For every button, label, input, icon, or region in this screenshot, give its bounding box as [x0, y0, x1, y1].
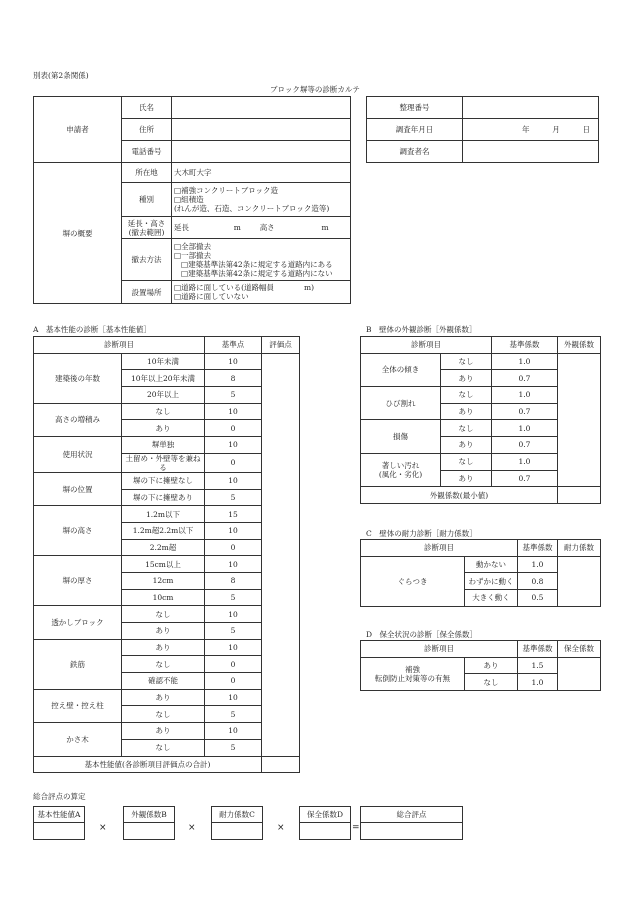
section-a-group-label: 透かしブロック: [34, 606, 122, 639]
times-sign-3: ×: [277, 823, 285, 833]
section-a-group-label: 控え壁・控え柱: [34, 689, 122, 722]
section-b-base-coef: 0.7: [492, 437, 558, 454]
section-b-base-coef: 1.0: [492, 387, 558, 404]
phone-field[interactable]: [172, 141, 351, 163]
admin-table: [366, 96, 599, 163]
removal-option-all[interactable]: □全部撤去: [174, 241, 212, 251]
section-a-base-point: 10: [205, 556, 262, 573]
section-d-group-label-line2: 転倒防止対策等の有無: [375, 673, 450, 683]
type-option-reinforced-cb[interactable]: □補強コンクリートブロック造: [174, 186, 279, 195]
appendix-label: 別表(第2条関係): [33, 71, 89, 80]
section-a-option: あり: [122, 723, 205, 740]
height-text: 高さ: [259, 223, 275, 232]
section-b-group-label: [361, 387, 441, 420]
section-b-option: あり: [441, 370, 492, 387]
survey-date-label: 調査年月日: [367, 119, 463, 141]
summary-box-b-label: 外観係数B: [124, 807, 174, 823]
removal-option-not-in-road[interactable]: □建築基準法第42条に規定する道路内にない: [181, 268, 333, 278]
section-a-option: 塀の下に擁壁あり: [122, 489, 205, 506]
name-label: 氏名: [122, 97, 172, 119]
section-b-base-coef: 0.7: [492, 403, 558, 420]
section-a-option: なし: [122, 403, 205, 420]
section-a-row: [34, 353, 300, 370]
section-a-base-point: 5: [205, 739, 262, 756]
section-a-base-point: 0: [205, 539, 262, 556]
section-a-base-point: 10: [205, 689, 262, 706]
section-b-group-label-line1: 全体の傾き: [381, 365, 420, 375]
section-c-base-coef: 0.8: [518, 573, 558, 590]
times-sign-2: ×: [188, 823, 196, 833]
section-a-option: なし: [122, 706, 205, 723]
section-b-base-coef: 0.7: [492, 370, 558, 387]
section-d-head-coef: 保全係数: [558, 641, 601, 658]
section-a-row: [34, 689, 300, 706]
removal-options[interactable]: [172, 239, 351, 281]
section-a-base-point: 10: [205, 606, 262, 623]
section-a-score-field[interactable]: [262, 353, 300, 756]
section-c-group-label: ぐらつき: [361, 556, 465, 606]
applicant-overview-table: [33, 96, 351, 304]
removal-label: 撤去方法: [122, 239, 172, 281]
type-options[interactable]: [172, 183, 351, 217]
section-a-option: あり: [122, 689, 205, 706]
section-d-row: [361, 657, 601, 674]
section-b-row: [361, 353, 601, 370]
section-a-base-point: 5: [205, 706, 262, 723]
section-d-option: あり: [465, 657, 518, 674]
section-a-option: あり: [122, 639, 205, 656]
section-d-base-coef: 1.5: [518, 657, 558, 674]
section-a-group-label: 高さの増積み: [34, 403, 122, 436]
section-a-row: [34, 437, 300, 454]
place-label: 設置場所: [122, 281, 172, 304]
phone-label: 電話番号: [122, 141, 172, 163]
section-a-option: 塀単独: [122, 437, 205, 454]
section-a-base-point: 10: [205, 353, 262, 370]
location-label: 所在地: [122, 163, 172, 183]
section-a-option: 20年以上: [122, 387, 205, 404]
section-a-row: [34, 639, 300, 656]
summary-title: 総合評点の算定: [33, 792, 86, 801]
section-b-base-coef: 1.0: [492, 453, 558, 470]
ref-no-label: 整理番号: [367, 97, 463, 119]
section-c-option: わずかに動く: [465, 573, 518, 590]
section-b-title: B 壁体の外観診断［外観係数］: [366, 325, 477, 334]
section-d-base-coef: 1.0: [518, 674, 558, 691]
section-a-option: 1.2m以下: [122, 506, 205, 523]
section-a-option: 12cm: [122, 572, 205, 589]
section-b-base-coef: 1.0: [492, 353, 558, 370]
section-a-base-point: 8: [205, 572, 262, 589]
summary-box-total[interactable]: [360, 806, 463, 840]
section-b-total-field[interactable]: [558, 487, 601, 504]
section-a-base-point: 10: [205, 639, 262, 656]
section-a-option: 土留め・外壁等を兼ねる: [122, 453, 205, 472]
ref-no-field[interactable]: [463, 97, 599, 119]
address-label: 住所: [122, 119, 172, 141]
section-a-head-base: 基準点: [205, 337, 262, 354]
month-label: 月: [552, 125, 560, 134]
type-option-masonry-cb[interactable]: □組積造: [174, 195, 204, 204]
section-a-group-label: 塀の厚さ: [34, 556, 122, 606]
section-b-option: なし: [441, 353, 492, 370]
section-b-table: [360, 336, 601, 504]
applicant-group-label: 申請者: [34, 97, 122, 163]
section-c-option: 大きく動く: [465, 590, 518, 607]
place-option-not-facing-road[interactable]: □道路に面していない: [174, 292, 249, 301]
section-b-head-base: 基準係数: [492, 337, 558, 354]
section-b-head-item: 診断項目: [361, 337, 492, 354]
section-d-head-base: 基準係数: [518, 641, 558, 658]
length-label-line1: 延長・高さ: [127, 218, 166, 228]
section-a-row: [34, 606, 300, 623]
section-a-option: あり: [122, 420, 205, 437]
section-a-base-point: 10: [205, 403, 262, 420]
section-b-base-coef: 0.7: [492, 470, 558, 487]
removal-option-partial[interactable]: □一部撤去: [174, 250, 212, 260]
section-c-row: [361, 556, 601, 573]
section-c-coef-field[interactable]: [558, 556, 601, 606]
section-a-base-point: 10: [205, 472, 262, 489]
removal-option-in-road[interactable]: □建築基準法第42条に規定する道路内にある: [181, 259, 333, 269]
summary-box-d-label: 保全係数D: [300, 807, 350, 823]
section-d-table: [360, 640, 601, 691]
section-a-row: [34, 723, 300, 740]
surveyor-field[interactable]: [463, 141, 599, 163]
length-label-line2: (撤去範囲): [128, 227, 165, 237]
section-a-option: 塀の下に擁壁なし: [122, 472, 205, 489]
section-a-base-point: 0: [205, 420, 262, 437]
section-a-option: 15cm以上: [122, 556, 205, 573]
section-b-group-label-line1: 著しい汚れ: [381, 461, 420, 470]
section-a-row: [34, 472, 300, 489]
section-b-option: なし: [441, 453, 492, 470]
section-a-base-point: 0: [205, 453, 262, 472]
section-c-head-base: 基準係数: [518, 540, 558, 557]
section-a-option: 2.2m超: [122, 539, 205, 556]
section-c-base-coef: 1.0: [518, 556, 558, 573]
section-a-row: [34, 556, 300, 573]
section-b-head-coef: 外観係数: [558, 337, 601, 354]
section-c-table: [360, 539, 601, 607]
summary-box-d[interactable]: [299, 806, 351, 840]
place-option-facing-road[interactable]: □道路に面している(道路幅員 m): [174, 283, 315, 292]
summary-box-b[interactable]: [123, 806, 175, 840]
section-d-title: D 保全状況の診断［保全係数］: [366, 630, 478, 639]
section-c-title: C 壁体の耐力診断［耐力係数］: [366, 529, 477, 538]
section-a-base-point: 15: [205, 506, 262, 523]
section-a-option: 10年以上20年未満: [122, 370, 205, 387]
length-height-field[interactable]: [172, 217, 351, 239]
section-b-group-label-line1: 損傷: [393, 432, 408, 442]
summary-box-a[interactable]: [33, 806, 85, 840]
section-b-coef-field[interactable]: [558, 353, 601, 487]
section-a-title: A 基本性能の診断［基本性能値］: [33, 325, 151, 334]
summary-box-c-label: 耐力係数C: [212, 807, 262, 823]
section-a-group-label: 使用状況: [34, 437, 122, 473]
section-a-row: [34, 403, 300, 420]
place-options[interactable]: [172, 281, 351, 304]
section-a-group-label: かさ木: [34, 723, 122, 756]
section-a-base-point: 10: [205, 437, 262, 454]
section-a-option: 1.2m超2.2m以下: [122, 522, 205, 539]
section-b-total-label: 外観係数(最小値): [361, 487, 558, 504]
name-field[interactable]: [172, 97, 351, 119]
section-c-option: 動かない: [465, 556, 518, 573]
day-label: 日: [582, 125, 590, 134]
height-unit: m: [321, 223, 329, 232]
section-a-group-label: 塀の高さ: [34, 506, 122, 556]
section-a-option: あり: [122, 623, 205, 640]
section-a-option: 10年未満: [122, 353, 205, 370]
section-d-head-item: 診断項目: [361, 641, 518, 658]
overview-group-label: 塀の概要: [34, 163, 122, 304]
section-c-base-coef: 0.5: [518, 590, 558, 607]
section-a-base-point: 5: [205, 387, 262, 404]
surveyor-label: 調査者名: [367, 141, 463, 163]
section-a-base-point: 10: [205, 522, 262, 539]
section-a-group-label: 建築後の年数: [34, 353, 122, 403]
section-a-option: 確認不能: [122, 673, 205, 690]
section-a-table: [33, 336, 300, 773]
section-a-base-point: 5: [205, 623, 262, 640]
section-a-group-label: 塀の位置: [34, 472, 122, 505]
section-a-head-score: 評価点: [262, 337, 300, 354]
section-b-group-label: [361, 353, 441, 386]
section-a-head-item: 診断項目: [34, 337, 205, 354]
section-a-option: なし: [122, 739, 205, 756]
section-b-option: あり: [441, 437, 492, 454]
summary-box-total-label: 総合評点: [361, 807, 462, 823]
section-d-option: なし: [465, 674, 518, 691]
times-sign-1: ×: [99, 823, 107, 833]
section-d-group-label: [361, 657, 465, 690]
section-b-group-label-line1: ひび割れ: [385, 398, 416, 408]
length-unit: m: [233, 223, 241, 232]
section-a-base-point: 0: [205, 673, 262, 690]
section-b-option: あり: [441, 470, 492, 487]
section-b-base-coef: 1.0: [492, 420, 558, 437]
section-a-option: 10cm: [122, 589, 205, 606]
section-a-group-label: 鉄筋: [34, 639, 122, 689]
location-field[interactable]: 大木町大字: [172, 163, 351, 183]
type-label: 種別: [122, 183, 172, 217]
section-b-group-label-line2: (風化・劣化): [378, 470, 423, 479]
section-a-total-label: 基本性能値(各診断項目評価点の合計): [34, 756, 262, 773]
page-title: ブロック塀等の診断カルテ: [270, 85, 360, 94]
section-a-option: なし: [122, 656, 205, 673]
section-b-group-label: [361, 420, 441, 453]
section-a-base-point: 5: [205, 589, 262, 606]
address-field[interactable]: [172, 119, 351, 141]
summary-box-a-label: 基本性能値A: [34, 807, 84, 823]
type-option-masonry-note: (れんが造、石造、コンクリートブロック造等): [174, 204, 330, 213]
section-a-base-point: 5: [205, 489, 262, 506]
section-b-option: なし: [441, 387, 492, 404]
section-b-option: あり: [441, 403, 492, 420]
section-a-base-point: 10: [205, 723, 262, 740]
length-label: [122, 217, 172, 239]
length-text: 延長: [174, 223, 189, 232]
section-c-head-item: 診断項目: [361, 540, 518, 557]
section-b-option: なし: [441, 420, 492, 437]
equals-sign: =: [352, 823, 360, 833]
section-c-head-coef: 耐力係数: [558, 540, 601, 557]
section-a-base-point: 8: [205, 370, 262, 387]
section-b-group-label: [361, 453, 441, 486]
section-d-group-label-line1: 補強: [405, 664, 420, 674]
section-a-row: [34, 506, 300, 523]
year-label: 年: [521, 125, 530, 134]
section-a-base-point: 0: [205, 656, 262, 673]
survey-date-field[interactable]: [463, 119, 599, 141]
section-d-coef-field[interactable]: [558, 657, 601, 690]
section-a-option: なし: [122, 606, 205, 623]
summary-box-c[interactable]: [211, 806, 263, 840]
section-a-total-field[interactable]: [262, 756, 300, 773]
